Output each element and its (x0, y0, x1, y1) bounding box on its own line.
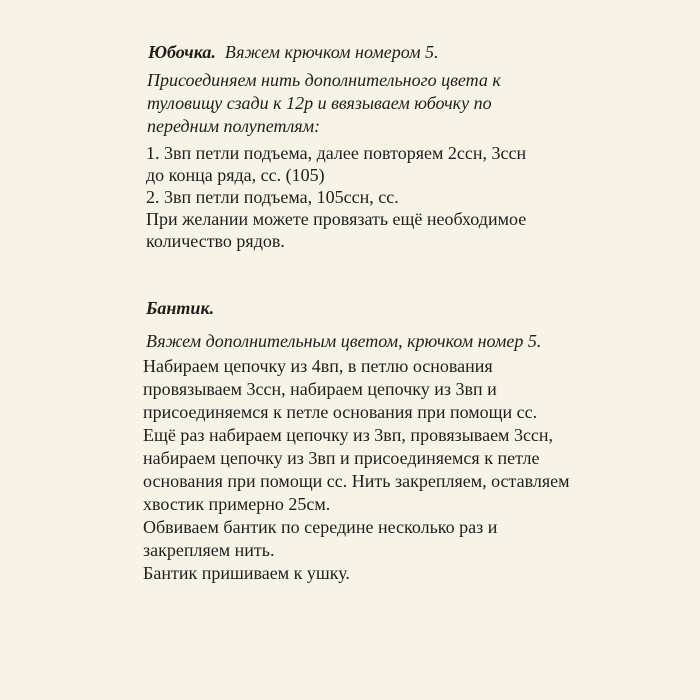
skirt-step-1-cont: до конца ряда, сс. (105) (146, 165, 325, 185)
bow-line-9: закрепляем нить. (143, 540, 275, 560)
skirt-note-line-2: количество рядов. (146, 231, 285, 251)
bow-line-1: Набираем цепочку из 4вп, в петлю основания (143, 356, 493, 376)
skirt-intro-line-3: передним полупетлям: (147, 116, 321, 136)
bow-line-4: Ещё раз набираем цепочку из 3вп, провязываем 3ссн, (143, 425, 554, 445)
bow-line-6: основания при помощи сс. Нить закрепляем, оставляем (143, 471, 570, 491)
bow-line-7: хвостик примерно 25см. (143, 494, 331, 514)
skirt-heading-line (148, 41, 439, 63)
skirt-hook-text: Вяжем крючком номером 5. (224, 42, 439, 62)
skirt-note-line-1: При желании можете провязать ещё необходимое (146, 209, 527, 229)
skirt-title: Юбочка. (148, 42, 216, 62)
bow-line-2: провязываем 3ссн, набираем цепочку из 3вп и (143, 379, 497, 399)
skirt-intro-line-2: туловищу сзади к 12р и ввязываем юбочку по (147, 93, 492, 113)
skirt-intro-line-1: Присоединяем нить дополнительного цвета к (147, 70, 501, 90)
bow-line-10: Бантик пришиваем к ушку. (143, 563, 350, 583)
skirt-step-1: 1. 3вп петли подъема, далее повторяем 2ссн, 3ссн (146, 143, 527, 163)
bow-line-3: присоединяемся к петле основания при помощи сс. (143, 402, 538, 422)
bow-title: Бантик. (146, 298, 215, 318)
bow-line-8: Обвиваем бантик по середине несколько раз и (143, 517, 498, 537)
bow-line-5: набираем цепочку из 3вп и присоединяемся к петле (143, 448, 540, 468)
skirt-step-2: 2. 3вп петли подъема, 105ссн, сс. (146, 187, 399, 207)
bow-hook-text: Вяжем дополнительным цветом, крючком номер 5. (146, 331, 542, 351)
